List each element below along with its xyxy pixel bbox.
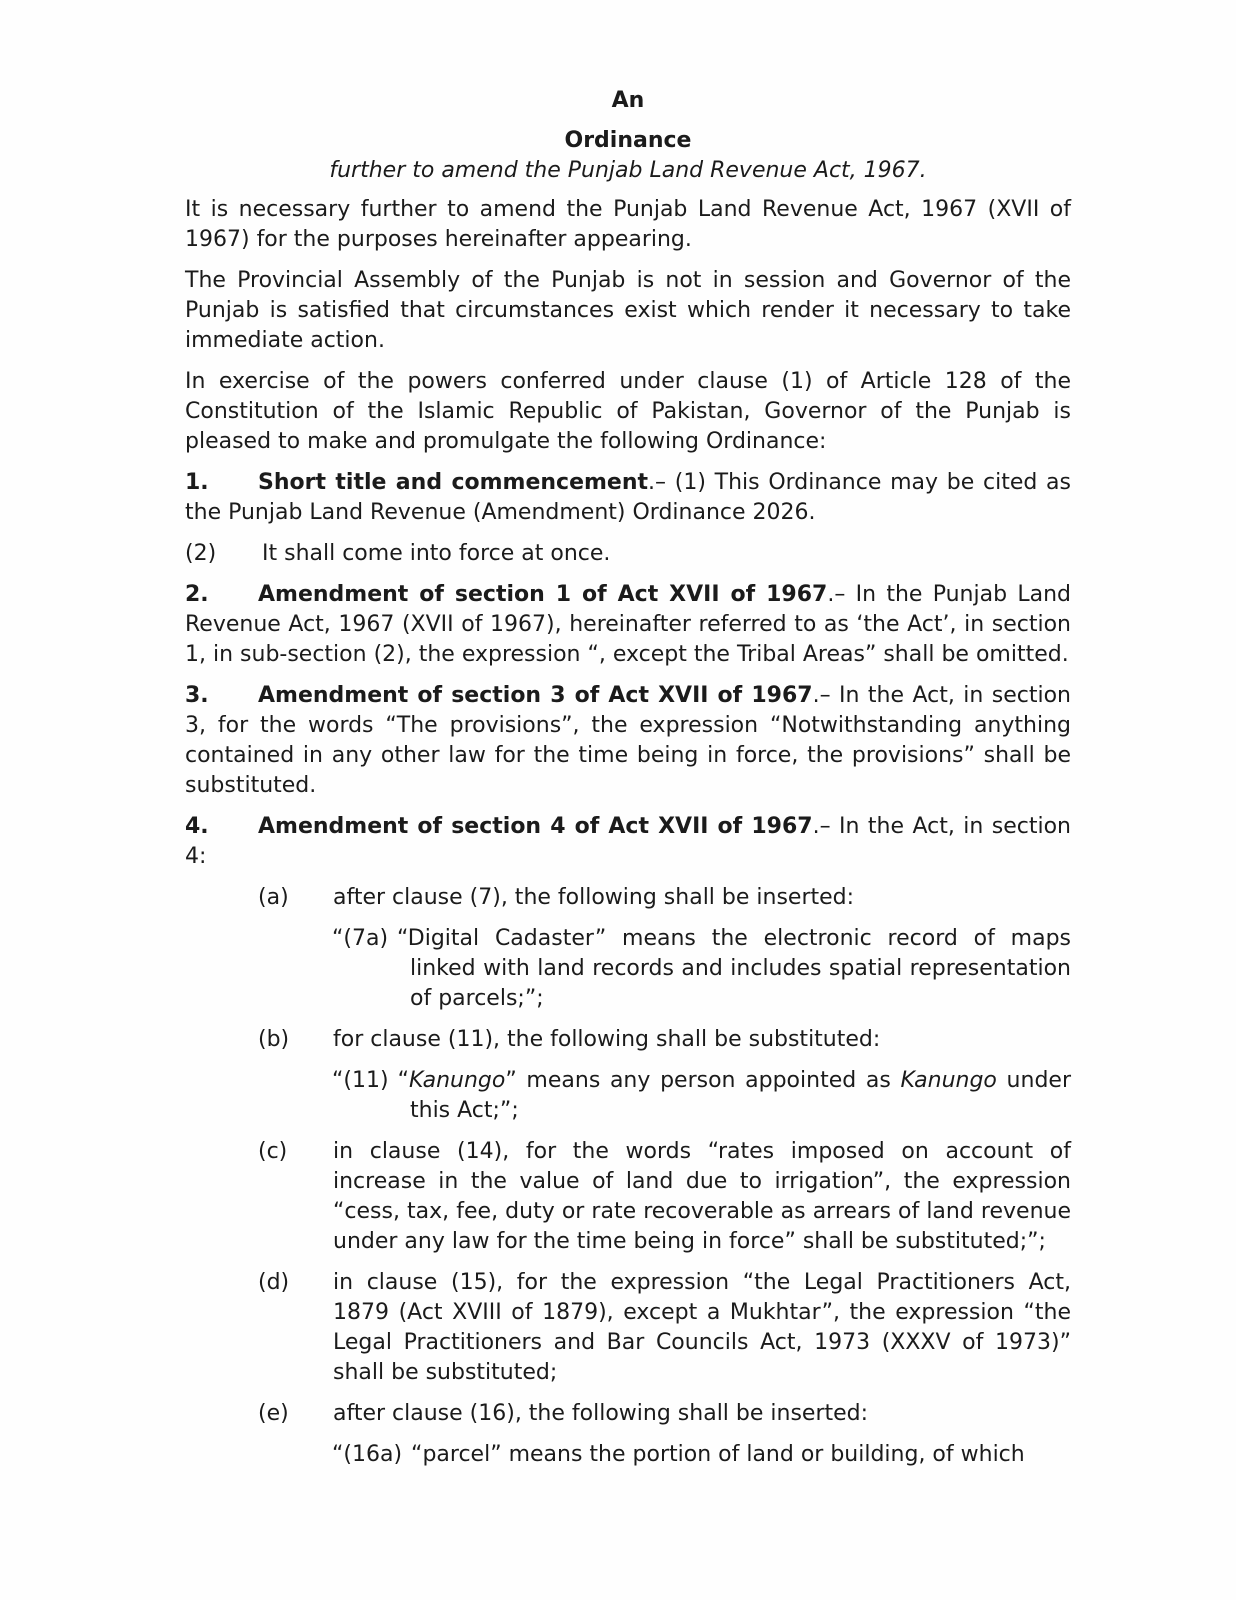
quote-11-head: “(11) [332,1068,389,1093]
quote-11-segment: “ [397,1068,409,1093]
preamble-paragraph-1: It is necessary further to amend the Punjab Land Revenue Act, 1967 (XVII of 1967) for the purposes hereinafter appearing. [185,197,1071,252]
clause-b [185,1025,1071,1055]
quote-11-kanungo-italic: Kanungo [900,1068,997,1093]
quote-11-kanungo-italic: Kanungo [408,1068,506,1093]
clause-d-text: in clause (15), for the expression “the Legal Practitioners Act, 1879 (Act XVIII of 1879), except a Mukhtar”, the expression “the Legal Practitioners and Bar Councils Act, 1973 (XXXV of 1973)” shall be substituted; [333,1270,1071,1385]
clause-b-quote-11 [185,1066,1071,1126]
document-subtitle: further to amend the Punjab Land Revenue Act, 1967. [329,158,927,183]
section-2-number: 2. [185,582,209,607]
section-2-title: Amendment of section 1 of Act XVII of 1967 [258,582,828,607]
section-3-title: Amendment of section 3 of Act XVII of 1967 [258,683,813,708]
section-1-subitem-2-label: (2) [185,541,217,566]
section-4-body: .– In the Act, in section 4: [185,814,1071,869]
document-title-ordinance: Ordinance [564,128,692,153]
quote-7a-text: “Digital Cadaster” means the electronic record of maps linked with land records and includes spatial representation of parcels;”; [397,926,1071,1011]
clause-d-label: (d) [258,1270,290,1295]
preamble-paragraph-3: In exercise of the powers conferred under clause (1) of Article 128 of the Constitution of the Islamic Republic of Pakistan, Governor of the Punjab is pleased to make and promulgate the following Ordinance: [185,369,1071,454]
clause-e [185,1399,1071,1429]
clause-c-label: (c) [258,1139,288,1164]
section-1-title: Short title and commencement [258,470,649,495]
clause-c-text: in clause (14), for the words “rates imposed on account of increase in the value of land due to irrigation”, the expression “cess, tax, fee, duty or rate recoverable as arrears of land revenue under any law for the time being in force” shall be substituted;”; [333,1139,1071,1254]
quote-16a-text: “parcel” means the portion of land or building, of which [411,1442,1025,1467]
section-1-subitem-2-text: It shall come into force at once. [262,541,611,566]
clause-a-quote-7a [185,924,1071,1014]
section-3-paragraph [185,681,1071,801]
section-1-body: .– (1) This Ordinance may be cited as the Punjab Land Revenue (Amendment) Ordinance 2026. [185,470,1071,525]
clause-d [185,1268,1071,1388]
quote-11-segment: ” means any person appointed as [505,1068,901,1093]
section-4-paragraph [185,812,1071,872]
clause-e-label: (e) [258,1401,289,1426]
clause-a [185,883,1071,913]
section-2-body: .– In the Punjab Land Revenue Act, 1967 (XVII of 1967), hereinafter referred to as ‘the Act’, in section 1, in sub-section (2), the expression “, except the Tribal Areas” shall be omitted. [185,582,1071,667]
quote-16a-head: “(16a) [332,1442,403,1467]
section-1-subitem-2 [185,539,1071,569]
clause-a-text: after clause (7), the following shall be inserted: [333,885,855,910]
section-1-paragraph [185,468,1071,528]
clause-b-text: for clause (11), the following shall be substituted: [333,1027,881,1052]
clause-b-label: (b) [258,1027,290,1052]
clause-e-text: after clause (16), the following shall be inserted: [333,1401,869,1426]
document-title-an: An [611,88,645,113]
section-4-number: 4. [185,814,209,839]
section-3-number: 3. [185,683,209,708]
preamble-paragraph-2: The Provincial Assembly of the Punjab is not in session and Governor of the Punjab is satisfied that circumstances exist which render it necessary to take immediate action. [185,268,1071,353]
section-3-body: .– In the Act, in section 3, for the words “The provisions”, the expression “Notwithstanding anything contained in any other law for the time being in force, the provisions” shall be substituted. [185,683,1071,798]
clause-a-label: (a) [258,885,289,910]
quote-7a-head: “(7a) [332,926,389,951]
clause-c [185,1137,1071,1257]
section-2-paragraph [185,580,1071,670]
quote-11-segment: under this Act;”; [410,1068,1071,1123]
section-1-number: 1. [185,470,209,495]
clause-e-quote-16a [185,1440,1071,1470]
section-4-title: Amendment of section 4 of Act XVII of 1967 [258,814,813,839]
